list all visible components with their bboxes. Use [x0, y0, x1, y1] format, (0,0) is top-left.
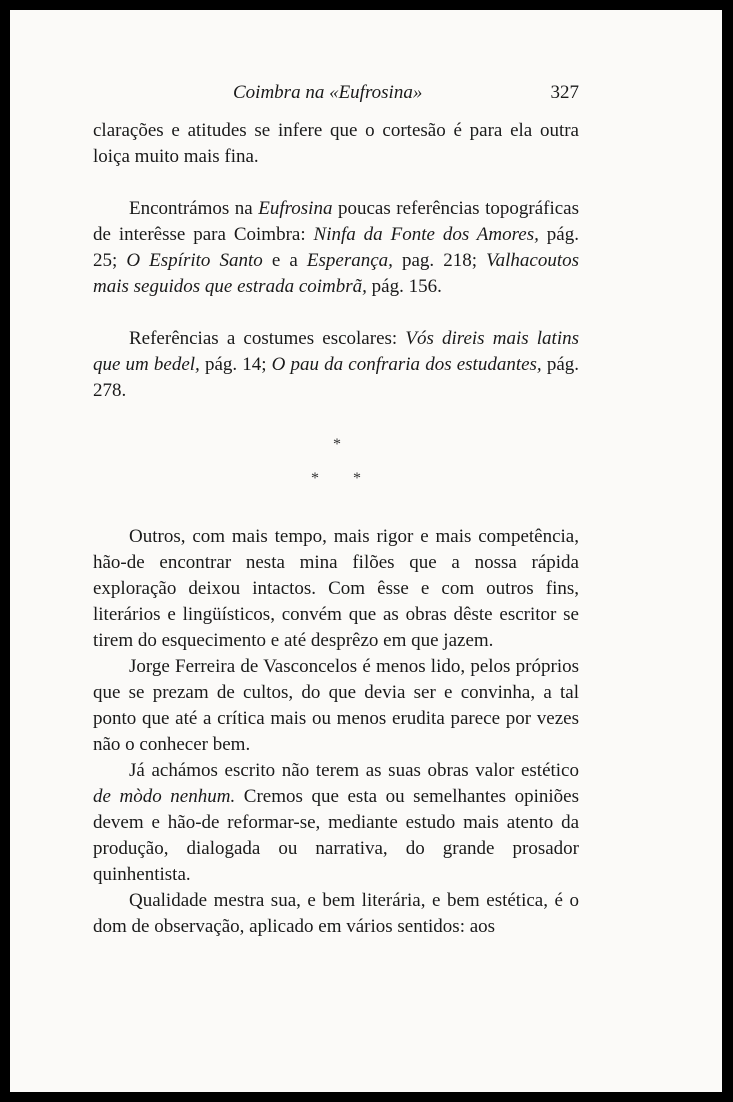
- paragraph-vasconcelos: Jorge Ferreira de Vasconcelos é menos lido, pelos próprios que se prezam de cultos, do que devia ser e convinha, a tal ponto que até a crítica mais ou menos erudita parece por vezes não o conhecer bem.: [93, 656, 579, 755]
- italic-title: Eufrosina: [258, 198, 333, 219]
- paragraph-topographic-references: [93, 196, 579, 300]
- running-head: Coimbra na «Eufrosina»: [233, 82, 423, 103]
- italic-quote: de mòdo nenhum.: [93, 786, 236, 807]
- text-run: Cremos que esta ou semelhantes opiniões devem e hão-de reformar-se, mediante estudo mais atento da produção, dialogada ou narrativa, do grande prosador quinhentista.: [93, 786, 579, 885]
- italic-quote: O Espírito Santo: [126, 250, 263, 271]
- text-run: e a: [262, 250, 307, 271]
- asterism-star-left: *: [311, 470, 319, 487]
- paragraph-continuation: clarações e atitudes se infere que o cortesão é para ela outra loiça muito mais fina.: [93, 120, 579, 167]
- italic-quote: Vós direis mais latins que um bedel,: [93, 328, 580, 375]
- page-number: 327: [550, 82, 579, 103]
- paragraph-aesthetic-value: [93, 758, 579, 888]
- text-run: Referências a costumes escolares:: [129, 328, 406, 349]
- text-run: pag. 218;: [392, 250, 487, 271]
- text-run: pág. 278.: [93, 354, 579, 401]
- paragraph-gap: [93, 300, 579, 326]
- book-page: [10, 10, 722, 1092]
- text-run: poucas referências topográficas de interêsse para Coimbra:: [93, 198, 579, 245]
- text-run: pág. 14;: [199, 354, 272, 375]
- page-header: [93, 80, 579, 110]
- paragraph-school-customs: [93, 326, 579, 404]
- asterism-star-right: *: [353, 470, 361, 487]
- italic-quote: Ninfa da Fonte dos Amores,: [313, 224, 539, 245]
- asterism-star-top: *: [333, 436, 341, 453]
- text-run: Encontrámos na: [129, 198, 259, 219]
- text-run: Já achámos escrito não terem as suas obras valor estético: [129, 760, 579, 781]
- page-content: [93, 80, 579, 940]
- italic-quote: O pau da confraria dos estudantes,: [271, 354, 542, 375]
- text-run: pág. 156.: [366, 276, 442, 297]
- paragraph-other-scholars: Outros, com mais tempo, mais rigor e mais competência, hão-de encontrar nesta mina filões que a nossa rápida exploração deixou intactos. Com êsse e com outros fins, literários e lingüísticos, convém que as obras dêste escritor se tirem do esquecimento e até desprêzo em que jazem.: [93, 526, 579, 651]
- text-run: pág. 25;: [93, 224, 579, 271]
- paragraph-observation: Qualidade mestra sua, e bem literária, e bem estética, é o dom de observação, aplicado em vários sentidos: aos: [93, 890, 579, 937]
- italic-quote: Esperança,: [306, 250, 393, 271]
- section-asterism: [93, 414, 579, 524]
- italic-quote: Valhacoutos mais seguidos que estrada coimbrã,: [93, 250, 580, 297]
- paragraph-gap: [93, 170, 579, 196]
